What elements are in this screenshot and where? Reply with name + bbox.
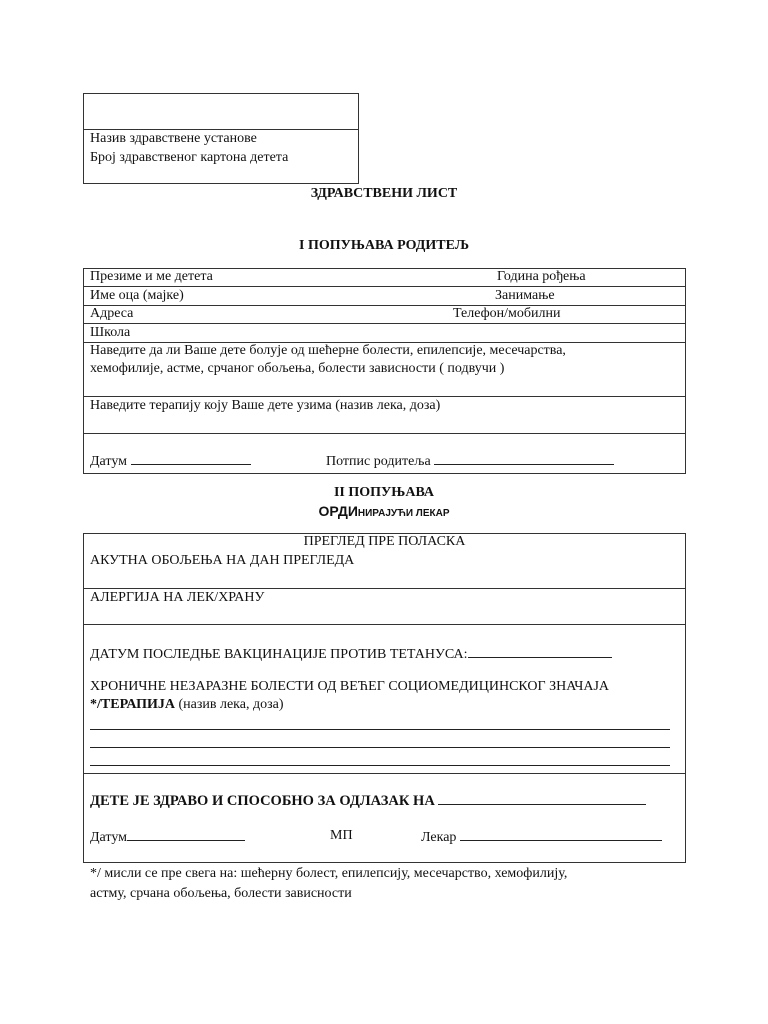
therapy-question: Наведите терапију коју Ваше дете узима (назив лека, доза) <box>90 398 441 413</box>
birth-year-label: Година рођења <box>497 269 586 284</box>
parent-date-label: Датум <box>90 454 128 469</box>
parent-signature-line[interactable] <box>434 451 614 465</box>
stamp-label: МП <box>330 828 353 843</box>
phone-label: Телефон/мобилни <box>453 306 561 321</box>
row-divider <box>84 305 685 306</box>
exam-title: ПРЕГЛЕД ПРЕ ПОЛАСКА <box>303 534 466 549</box>
row-divider <box>84 433 685 434</box>
parent-signature-field[interactable] <box>326 451 614 471</box>
parent-signature-label: Потпис родитеља <box>326 454 431 469</box>
footnote-line1: */ мисли се пре свега на: шећерну болест, епилепсију, месечарство, хемофилију, <box>90 866 568 881</box>
allergy-label: АЛЕРГИЈА НА ЛЕК/ХРАНУ <box>90 590 265 605</box>
healthy-field[interactable] <box>90 791 646 810</box>
row-divider <box>84 773 685 774</box>
healthy-destination-line[interactable] <box>438 791 646 805</box>
occupation-label: Занимање <box>495 288 555 303</box>
footnote-line2: астму, срчана обољења, болести зависности <box>90 886 352 901</box>
row-divider <box>84 323 685 324</box>
illness-question-line1: Наведите да ли Ваше дете болује од шећерне болести, епилепсије, месечарства, <box>90 343 566 358</box>
school-label: Школа <box>90 325 131 340</box>
section2-heading-big: ОРДИ <box>318 503 358 519</box>
vaccination-date-line[interactable] <box>468 644 612 658</box>
parent-date-line[interactable] <box>131 451 251 465</box>
doctor-signature-line[interactable] <box>460 827 662 841</box>
section2-heading-line1: II ПОПУЊАВА <box>333 485 435 500</box>
doctor-signature-field[interactable] <box>421 827 662 847</box>
section1-heading: I ПОПУЊАВА РОДИТЕЉ <box>299 238 469 253</box>
parent-date-field[interactable] <box>90 451 251 471</box>
row-divider <box>84 624 685 625</box>
child-name-label: Презиме и ме детета <box>90 269 213 284</box>
therapy-write-line-1[interactable] <box>90 729 670 730</box>
acute-illness-label: АКУТНА ОБОЉЕЊА НА ДАН ПРЕГЛЕДА <box>90 553 355 568</box>
therapy-prefix: */ТЕРАПИЈА <box>90 697 175 712</box>
vaccination-field[interactable] <box>90 644 612 664</box>
page-title: ЗДРАВСТВЕНИ ЛИСТ <box>310 186 458 201</box>
address-label: Адреса <box>90 306 134 321</box>
chronic-disease-label: ХРОНИЧНЕ НЕЗАРАЗНЕ БОЛЕСТИ ОД ВЕЋЕГ СОЦИОМЕДИЦИНСКОГ ЗНАЧАЈА <box>90 679 610 694</box>
doctor-date-label: Датум <box>90 830 128 845</box>
health-card-label: Број здравственог картона детета <box>90 150 289 165</box>
healthy-label: ДЕТЕ ЈЕ ЗДРАВО И СПОСОБНО ЗА ОДЛАЗАК НА <box>90 793 435 809</box>
doctor-label: Лекар <box>421 830 457 845</box>
doctor-date-line[interactable] <box>127 827 245 841</box>
doctor-date-field[interactable] <box>90 827 245 847</box>
therapy-suffix: (назив лека, доза) <box>174 697 284 712</box>
section2-heading-small: НИРАЈУЋИ ЛЕКАР <box>357 508 450 519</box>
parent-name-label: Име оца (мајке) <box>90 288 184 303</box>
illness-question-line2: хемофилије, астме, срчаног обољења, болести зависности ( подвучи ) <box>90 361 505 376</box>
therapy-label <box>90 696 284 714</box>
therapy-write-line-2[interactable] <box>90 747 670 748</box>
section2-heading-line2 <box>0 502 768 523</box>
vaccination-label: ДАТУМ ПОСЛЕДЊЕ ВАКЦИНАЦИЈЕ ПРОТИВ ТЕТАНУСА: <box>90 647 468 662</box>
therapy-write-line-3[interactable] <box>90 765 670 766</box>
institution-label: Назив здравствене установе <box>90 131 257 146</box>
